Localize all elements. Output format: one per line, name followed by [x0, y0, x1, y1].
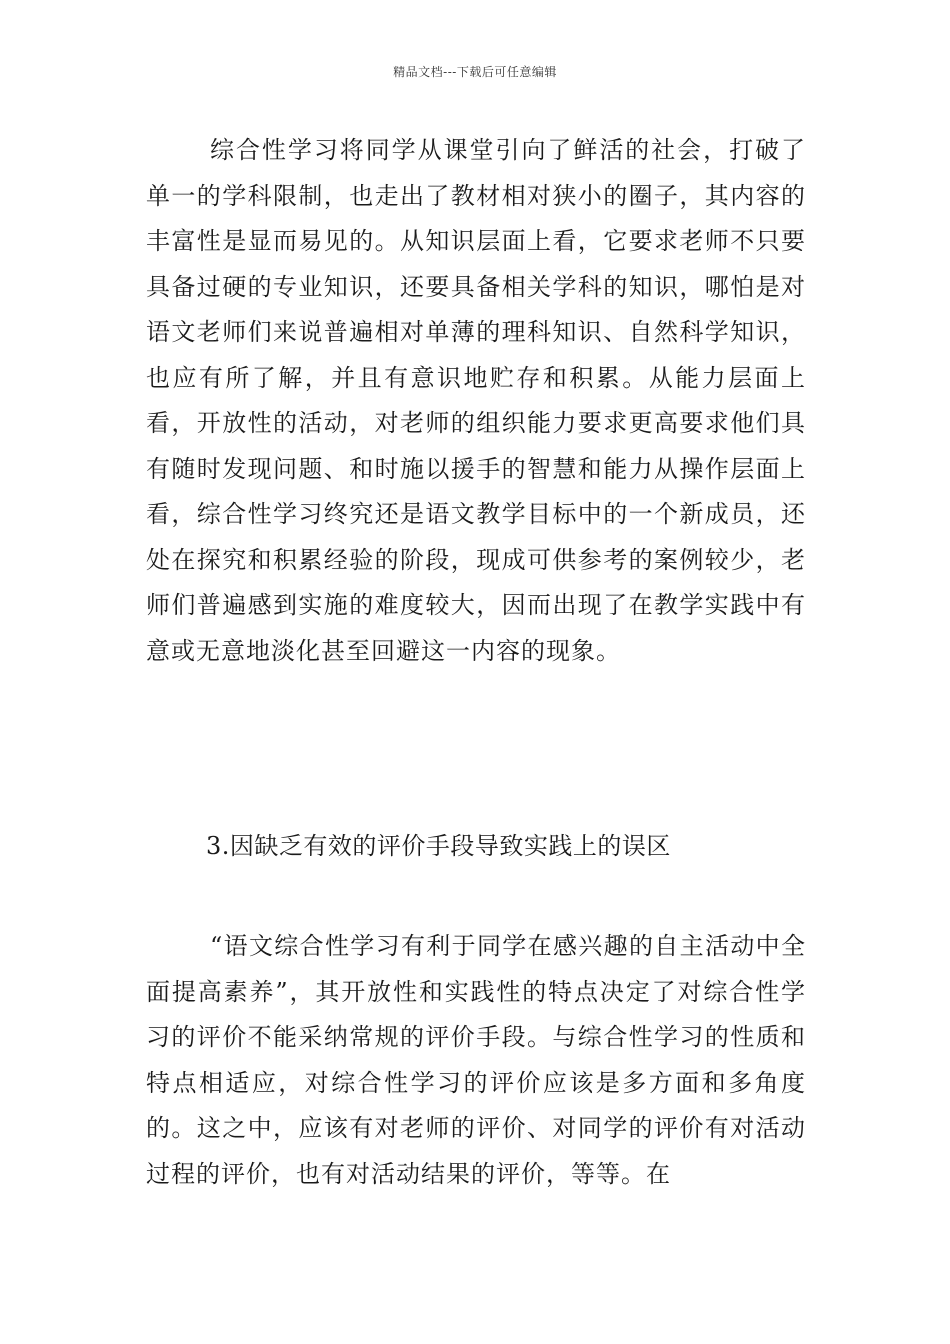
section-heading: 3.因缺乏有效的评价手段导致实践上的误区	[206, 832, 671, 860]
body-paragraph: “语文综合性学习有利于同学在感兴趣的自主活动中全面提高素养”，其开放性和实践性的特点决定了对综合性学习的评价不能采纳常规的评价手段。与综合性学习的性质和特点相适应，对综合性学习的评价应该是多方面和多角度的。这之中，应该有对老师的评价、对同学的评价有对活动过程的评价，也有对活动结果的评价，等等。在	[146, 932, 806, 1188]
body-paragraph: 综合性学习将同学从课堂引向了鲜活的社会，打破了单一的学科限制，也走出了教材相对狭小的圈子，其内容的丰富性是显而易见的。从知识层面上看，它要求老师不只要具备过硬的专业知识，还要具备相关学科的知识，哪怕是对语文老师们来说普遍相对单薄的理科知识、自然科学知识，也应有所了解，并且有意识地贮存和积累。从能力层面上看，开放性的活动，对老师的组织能力要求更高要求他们具有随时发现问题、和时施以援手的智慧和能力从操作层面上看，综合性学习终究还是语文教学目标中的一个新成员，还处在探究和积累经验的阶段，现成可供参考的案例较少，老师们普遍感到实施的难度较大，因而出现了在教学实践中有意或无意地淡化甚至回避这一内容的现象。	[146, 136, 806, 665]
page-header: 精品文档---下载后可任意编辑	[393, 65, 557, 79]
